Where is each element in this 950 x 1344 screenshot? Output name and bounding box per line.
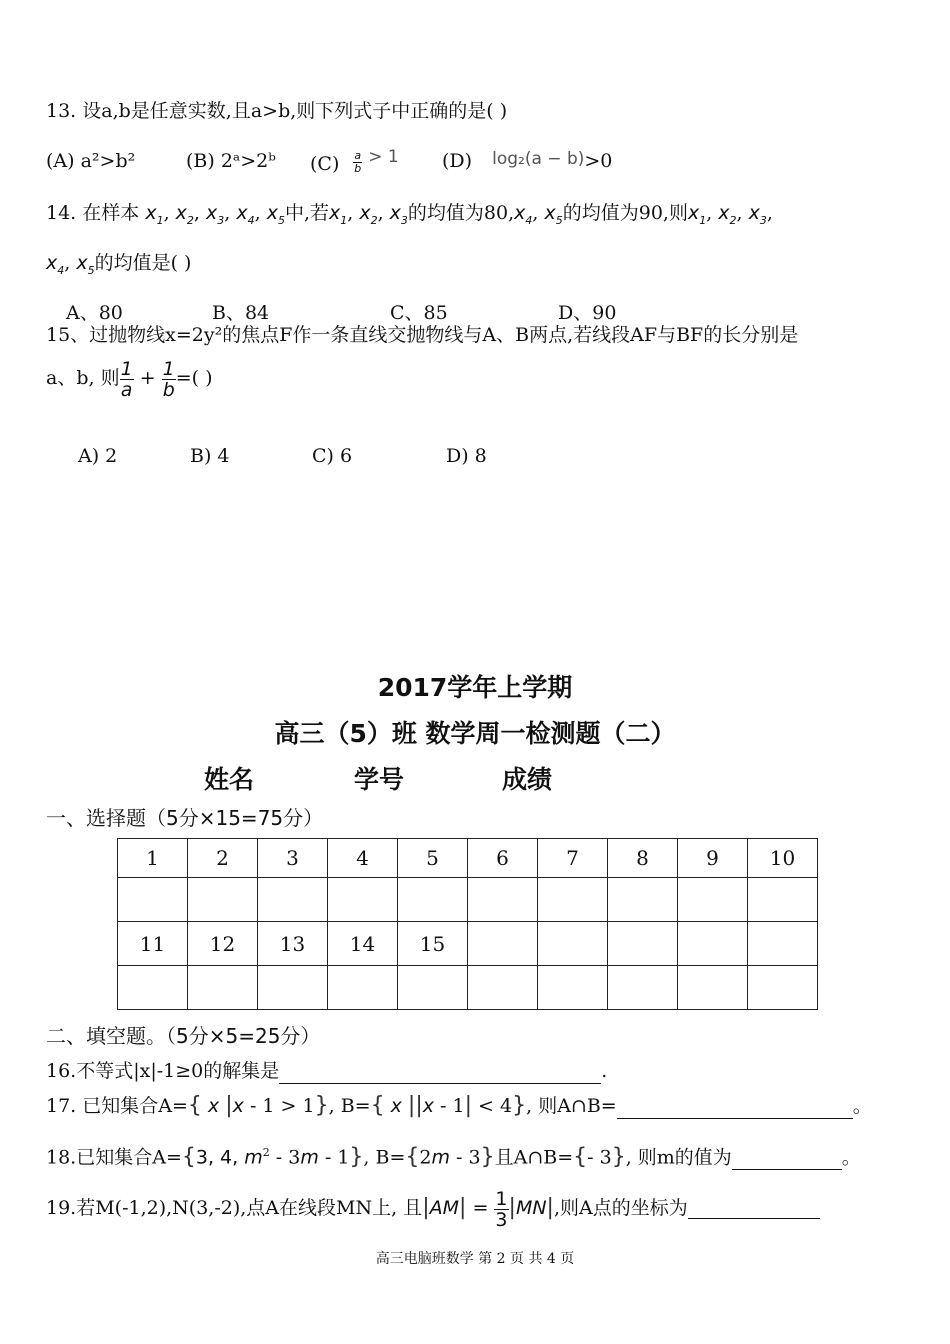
q14-option-c: C、85: [390, 302, 448, 324]
q17: 17. 已知集合A={ x |x - 1 > 1}, B={ x ||x - 1| < 4}, 则A∩B= 。: [46, 1093, 872, 1118]
q19: 19.若M(-1,2),N(3,-2),点A在线段MN上, 且|AM| = $\frac{1}{3}$ |MN|,则A点的坐标为: [46, 1188, 820, 1230]
q14-option-a: A、80: [66, 302, 123, 324]
answer-cell[interactable]: [468, 878, 538, 922]
answer-table-number: 14: [328, 922, 398, 966]
section-multiple-choice: 一、选择题（5分×15=75分）: [46, 806, 324, 830]
answer-cell[interactable]: [608, 966, 678, 1010]
answer-table-number: 4: [328, 839, 398, 878]
answer-table-number: 5: [398, 839, 468, 878]
answer-table-number: 10: [748, 839, 818, 878]
answer-table-number: 9: [678, 839, 748, 878]
q15-line2: a、b, 则 $\frac{1}{a}$ + $\frac{1}{b}$ =( ): [46, 357, 213, 401]
answer-table-number: 8: [608, 839, 678, 878]
q15-option-c: C) 6: [312, 445, 353, 467]
student-id-label: 学号: [354, 765, 405, 794]
q13-option-d-label: (D): [442, 150, 473, 172]
answer-cell[interactable]: [608, 878, 678, 922]
answer-table-number: 15: [398, 922, 468, 966]
q13-option-a: (A) a²>b²: [46, 150, 136, 172]
q13-option-d-expr: log₂(a − b): [492, 149, 585, 169]
answer-cell[interactable]: [118, 878, 188, 922]
answer-cell[interactable]: [398, 878, 468, 922]
q16-answer-blank[interactable]: [279, 1065, 601, 1084]
answer-cell[interactable]: [328, 878, 398, 922]
answer-table-number: [608, 922, 678, 966]
answer-table-blank-row-1: [118, 878, 818, 922]
answer-table-number: [748, 922, 818, 966]
answer-cell[interactable]: [678, 878, 748, 922]
answer-cell[interactable]: [748, 878, 818, 922]
exam-term-title: 2017学年上学期: [377, 673, 573, 702]
answer-table-blank-row-2: [118, 966, 818, 1010]
answer-table-number: 12: [188, 922, 258, 966]
q15-line1: 15、过抛物线x=2y²的焦点F作一条直线交抛物线与A、B两点,若线段AF与BF的长分别是: [46, 324, 799, 346]
page-footer: 高三电脑班数学 第 2 页 共 4 页: [375, 1251, 575, 1267]
answer-table-header-row-2: [118, 922, 818, 966]
answer-cell[interactable]: [398, 966, 468, 1010]
q14-option-d: D、90: [558, 302, 617, 324]
q14-line1: 14. 在样本 $x_1$, $x_2$, $x_3$, $x_4$, $x_5$中,若$x_1$, $x_2$, $x_3$的均值为$80,x_4$, $x_5$的均值为90,则$x_1$, $x_2$, $x_3$,: [46, 202, 773, 227]
q13-option-b: (B) 2ᵃ>2ᵇ: [186, 150, 276, 172]
q13-option-d: [442, 150, 612, 172]
answer-table-number: [538, 922, 608, 966]
answer-table-header-row-1: [118, 839, 818, 878]
answer-cell[interactable]: [538, 878, 608, 922]
q15-option-d: D) 8: [446, 445, 487, 467]
q14-line2: $x_4$, $x_5$的均值是( ): [46, 252, 192, 277]
q13-option-c-label: (C): [310, 153, 340, 175]
q16: 16.不等式|x|-1≥0的解集是 .: [46, 1060, 608, 1082]
score-label: 成绩: [502, 765, 553, 794]
answer-cell[interactable]: [258, 878, 328, 922]
answer-table-number: 6: [468, 839, 538, 878]
q13-option-c: [310, 147, 399, 175]
q13-option-c-rest: > 1: [368, 147, 399, 167]
answer-table: [117, 838, 818, 1010]
answer-cell[interactable]: [258, 966, 328, 1010]
q18: 18.已知集合A={3, 4, $m^2 - 3m - 1$}, B={2m - 3}且A∩B={- 3}, 则m的值为 。: [46, 1144, 861, 1170]
answer-cell[interactable]: [468, 966, 538, 1010]
answer-table-number: 7: [538, 839, 608, 878]
q13-option-d-rest: >0: [584, 150, 613, 172]
answer-table-number: 3: [258, 839, 328, 878]
answer-table-number: [468, 922, 538, 966]
answer-table-number: [678, 922, 748, 966]
q19-fraction-one-third: $\frac{1}{3}$: [495, 1187, 508, 1231]
answer-cell[interactable]: [118, 966, 188, 1010]
q13-stem: 13. 设a,b是任意实数,且a>b,则下列式子中正确的是( ): [46, 100, 508, 122]
answer-cell[interactable]: [678, 966, 748, 1010]
q15-fraction-1-over-b: $\frac{1}{b}$: [162, 357, 175, 401]
q15-option-b: B) 4: [190, 445, 230, 467]
answer-table-number: 1: [118, 839, 188, 878]
q15-fraction-1-over-a: $\frac{1}{a}$: [120, 357, 133, 401]
q18-answer-blank[interactable]: [732, 1151, 842, 1170]
name-label: 姓名: [204, 765, 255, 794]
answer-cell[interactable]: [748, 966, 818, 1010]
answer-cell[interactable]: [188, 878, 258, 922]
q13-option-c-fraction: $\frac{a}{b}$: [354, 149, 362, 175]
q15-option-a: A) 2: [78, 445, 118, 467]
q17-answer-blank[interactable]: [617, 1100, 853, 1119]
exam-title: 高三（5）班 数学周一检测题（二）: [274, 719, 676, 748]
q19-answer-blank[interactable]: [688, 1200, 820, 1219]
answer-cell[interactable]: [188, 966, 258, 1010]
answer-table-number: 13: [258, 922, 328, 966]
section-fill-in: 二、填空题。（5分×5=25分）: [46, 1024, 321, 1048]
answer-table-number: 11: [118, 922, 188, 966]
q14-option-b: B、84: [212, 302, 270, 324]
answer-cell[interactable]: [328, 966, 398, 1010]
answer-cell[interactable]: [538, 966, 608, 1010]
answer-table-number: 2: [188, 839, 258, 878]
